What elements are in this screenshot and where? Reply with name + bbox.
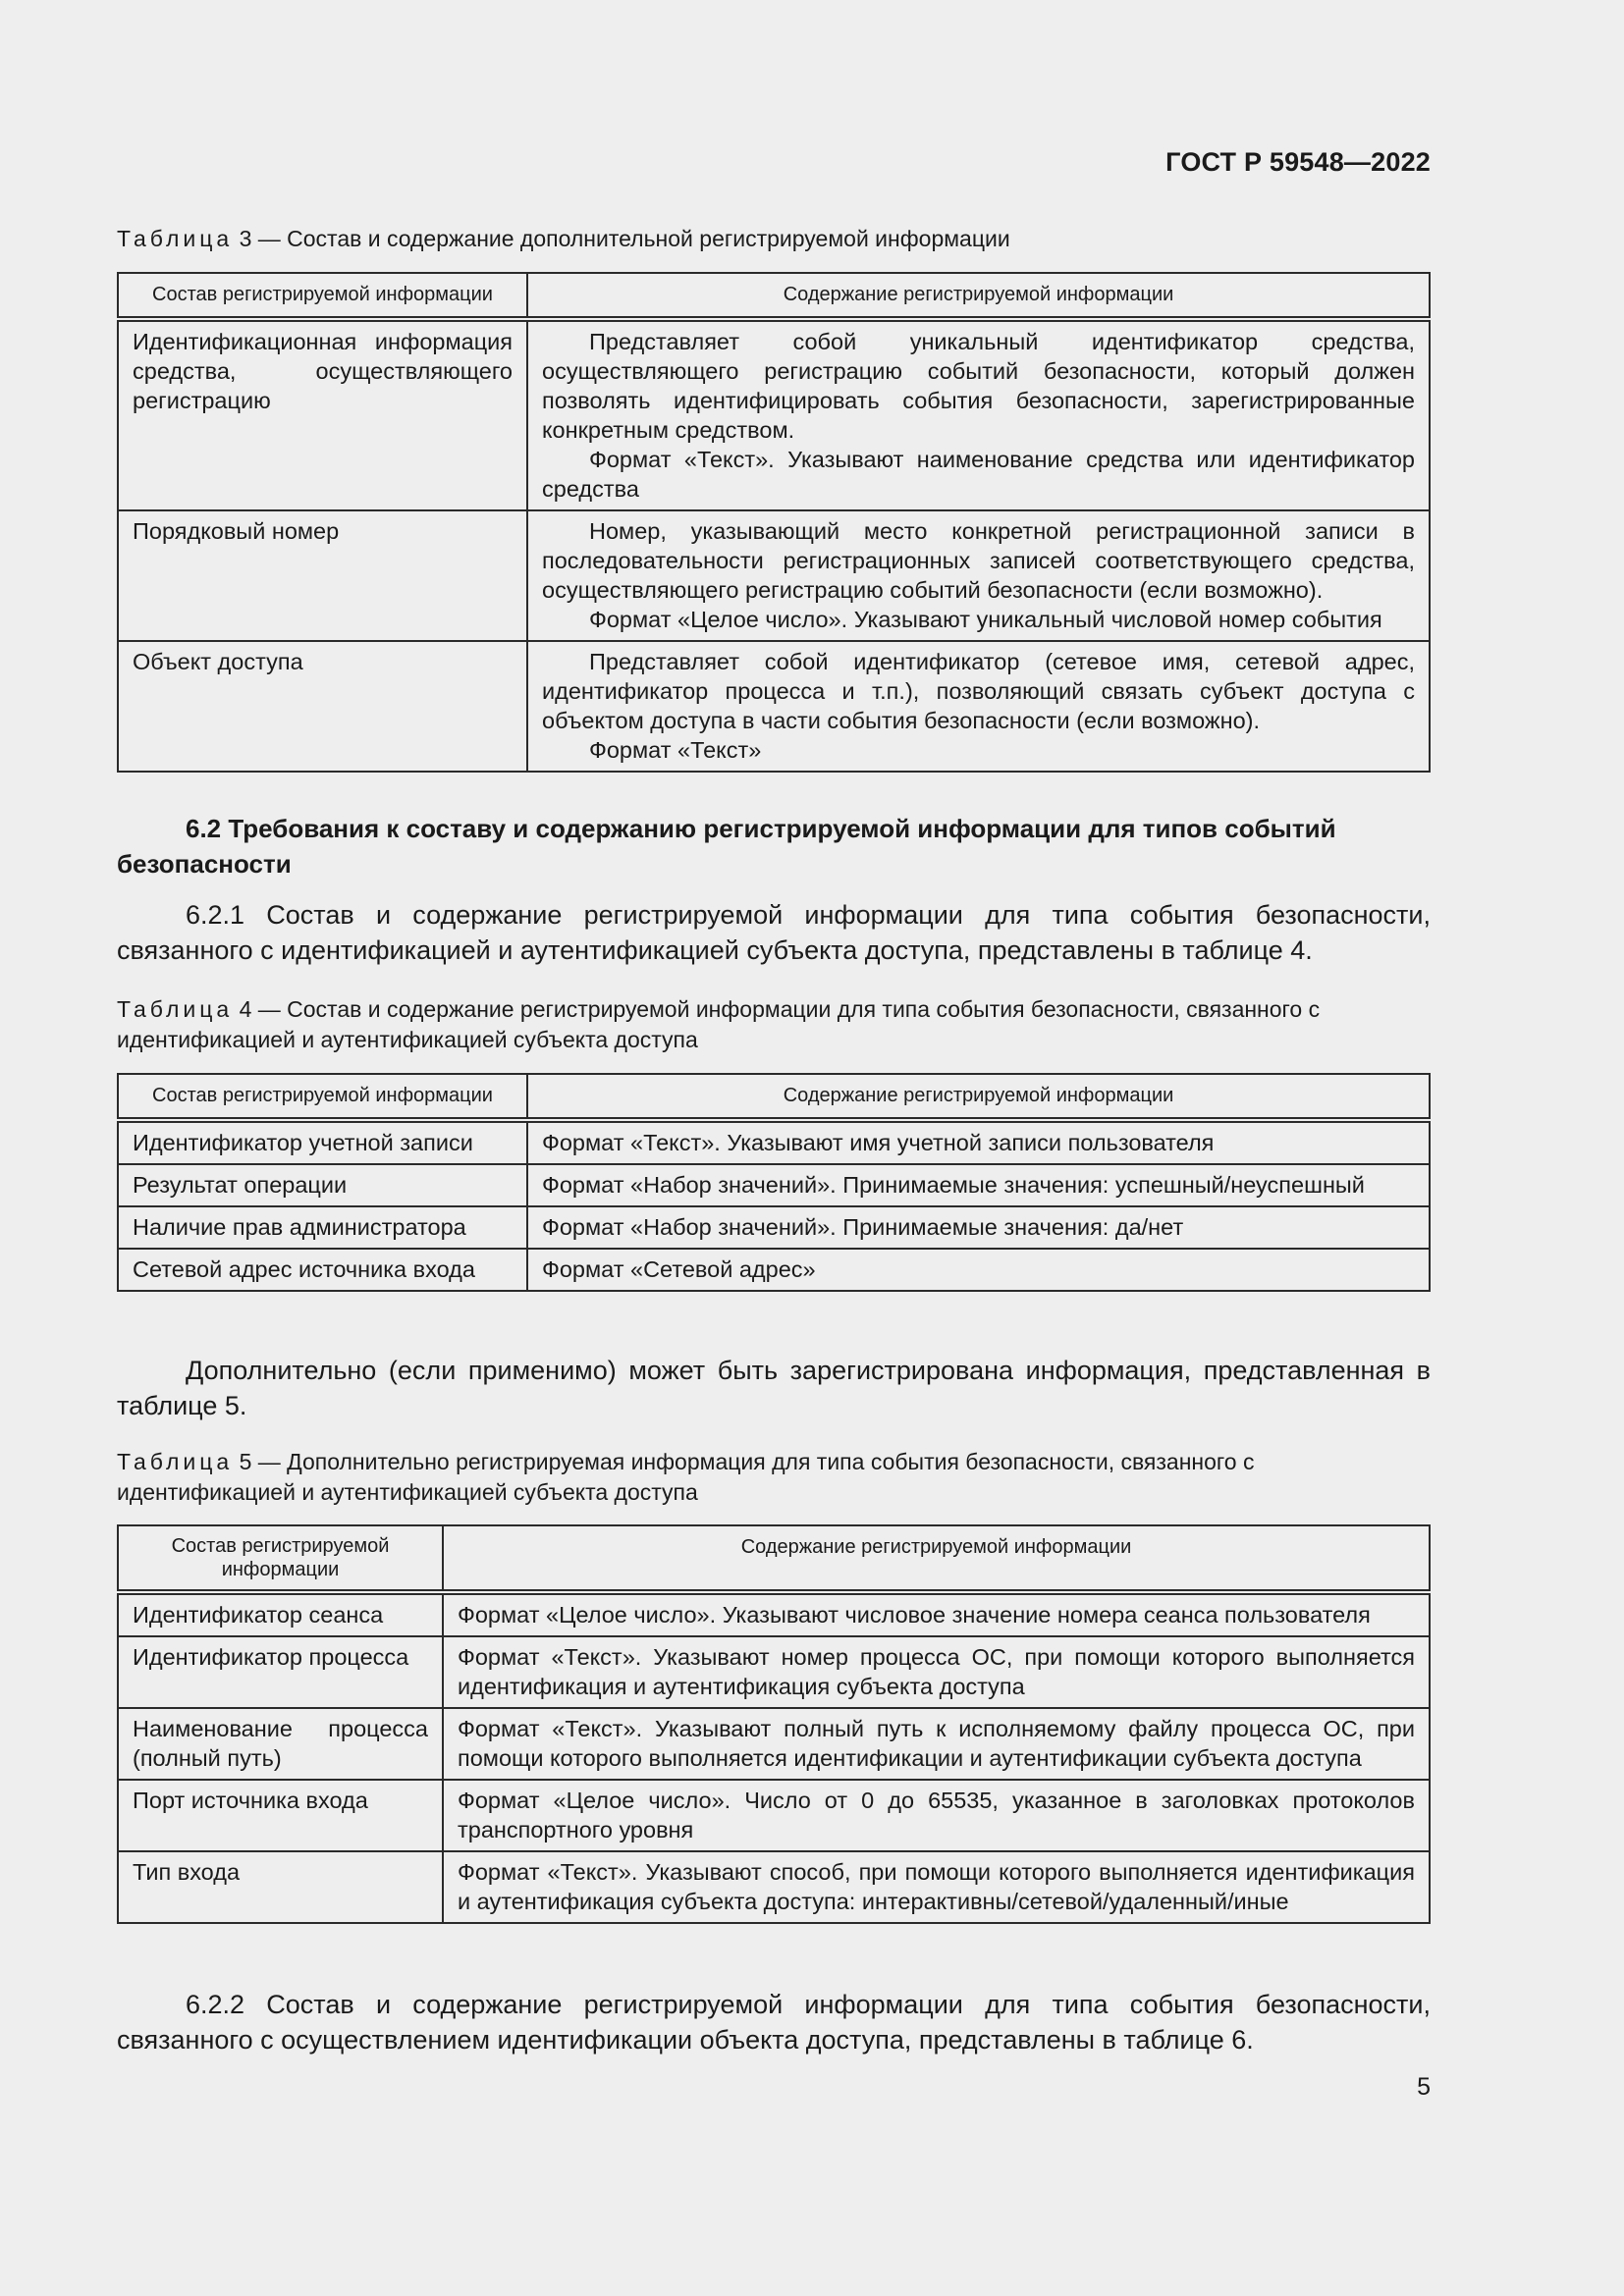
table-row bbox=[118, 1592, 1430, 1636]
table-row bbox=[118, 510, 1430, 641]
table-cell-name: Тип входа bbox=[118, 1851, 443, 1923]
table-row bbox=[118, 1206, 1430, 1249]
cell-paragraph: Представляет собой уникальный идентификатор средства, осуществляющего регистрацию событий безопасности, который должен позволять идентифицировать события безопасности, зарегистрированные конкретным средством. bbox=[542, 329, 1415, 443]
paragraph-6-2-2: 6.2.2 Состав и содержание регистрируемой информации для типа события безопасности, связанного с осуществлением идентификации объекта доступа, представлены в таблице 6. bbox=[117, 1990, 1431, 2055]
table-cell-content: Формат «Текст». Указывают имя учетной записи пользователя bbox=[527, 1120, 1430, 1164]
table5-caption bbox=[117, 1447, 1431, 1508]
table-cell-name: Результат операции bbox=[118, 1164, 527, 1206]
table-cell-name: Наименование процесса (полный путь) bbox=[118, 1708, 443, 1780]
table5-caption-label: Таблица bbox=[117, 1449, 234, 1474]
page-number: 5 bbox=[1417, 2073, 1431, 2101]
table4-caption-text: 4 — Состав и содержание регистрируемой информации для типа события безопасности, связанного с идентификацией и аутентификацией субъекта доступа bbox=[117, 996, 1321, 1052]
table-cell-content: Формат «Набор значений». Принимаемые значения: да/нет bbox=[527, 1206, 1430, 1249]
cell-paragraph: Формат «Текст» bbox=[589, 737, 762, 763]
table-cell-content: Формат «Текст». Указывают способ, при помощи которого выполняется идентификация и аутентификация субъекта доступа: интерактивны/сетевой/удаленный/иные bbox=[443, 1851, 1430, 1923]
table-cell-name: Объект доступа bbox=[118, 641, 527, 772]
table3-caption-text: 3 — Состав и содержание дополнительной регистрируемой информации bbox=[233, 226, 1010, 251]
table4-col1-header: Состав регистрируемой информации bbox=[118, 1074, 527, 1120]
table-header-row bbox=[118, 1525, 1430, 1592]
table-header-row bbox=[118, 1074, 1430, 1120]
table-row bbox=[118, 1708, 1430, 1780]
table-cell-name: Идентификатор сеанса bbox=[118, 1592, 443, 1636]
table5-col1-header: Состав регистрируемой информации bbox=[118, 1525, 443, 1592]
table-row bbox=[118, 1120, 1430, 1164]
table-row bbox=[118, 1164, 1430, 1206]
table3-col2-header: Содержание регистрируемой информации bbox=[527, 273, 1430, 319]
table-cell-name: Сетевой адрес источника входа bbox=[118, 1249, 527, 1291]
table-cell-content: Формат «Текст». Указывают полный путь к исполняемому файлу процесса ОС, при помощи которого выполняется идентификации и аутентификации субъекта доступа bbox=[443, 1708, 1430, 1780]
document-id: ГОСТ Р 59548—2022 bbox=[1165, 147, 1431, 177]
table-row bbox=[118, 1636, 1430, 1708]
table-header-row bbox=[118, 273, 1430, 319]
section-heading: 6.2 Требования к составу и содержанию регистрируемой информации для типов событий безопасности bbox=[117, 814, 1336, 879]
table3-caption-label: Таблица bbox=[117, 226, 234, 251]
table-cell-name: Идентификационная информация средства, осуществляющего регистрацию bbox=[118, 319, 527, 510]
table-row bbox=[118, 319, 1430, 510]
table5-caption-text: 5 — Дополнительно регистрируемая информация для типа события безопасности, связанного с идентификацией и аутентификацией субъекта доступа bbox=[117, 1449, 1255, 1505]
table4-caption-label: Таблица bbox=[117, 996, 234, 1022]
table-cell-name: Порядковый номер bbox=[118, 510, 527, 641]
paragraph-6-2-1: 6.2.1 Состав и содержание регистрируемой информации для типа события безопасности, связанного с идентификацией и аутентификацией субъекта доступа, представлены в таблице 4. bbox=[117, 900, 1431, 965]
table-cell-content bbox=[527, 510, 1430, 641]
cell-paragraph: Формат «Целое число». Указывают уникальный числовой номер события bbox=[589, 607, 1382, 632]
table-cell-content: Формат «Сетевой адрес» bbox=[527, 1249, 1430, 1291]
cell-paragraph: Формат «Текст». Указывают наименование средства или идентификатор средства bbox=[542, 447, 1415, 502]
cell-paragraph: Представляет собой идентификатор (сетевое имя, сетевой адрес, идентификатор процесса и т.п.), позволяющий связать субъект доступа с объектом доступа в части события безопасности (если возможно). bbox=[542, 649, 1415, 733]
table-row bbox=[118, 1249, 1430, 1291]
table3-col1-header: Состав регистрируемой информации bbox=[118, 273, 527, 319]
cell-paragraph: Номер, указывающий место конкретной регистрационной записи в последовательности регистрационных записей соответствующего средства, осуществляющего регистрацию событий безопасности (если возможно). bbox=[542, 518, 1415, 603]
table4 bbox=[117, 1073, 1431, 1292]
table5-col2-header: Содержание регистрируемой информации bbox=[443, 1525, 1430, 1592]
table-cell-content: Формат «Целое число». Число от 0 до 65535, указанное в заголовках протоколов транспортного уровня bbox=[443, 1780, 1430, 1851]
table-cell-content bbox=[527, 319, 1430, 510]
table-cell-content bbox=[527, 641, 1430, 772]
table-row bbox=[118, 1780, 1430, 1851]
table3-caption bbox=[117, 224, 1431, 254]
table-cell-name: Идентификатор процесса bbox=[118, 1636, 443, 1708]
table3 bbox=[117, 272, 1431, 773]
table4-caption bbox=[117, 994, 1431, 1055]
table-row bbox=[118, 641, 1430, 772]
table4-col2-header: Содержание регистрируемой информации bbox=[527, 1074, 1430, 1120]
table-cell-name: Наличие прав администратора bbox=[118, 1206, 527, 1249]
table-cell-name: Идентификатор учетной записи bbox=[118, 1120, 527, 1164]
table5 bbox=[117, 1524, 1431, 1924]
paragraph-additional: Дополнительно (если применимо) может быть зарегистрирована информация, представленная в таблице 5. bbox=[117, 1356, 1431, 1420]
table-cell-content: Формат «Набор значений». Принимаемые значения: успешный/неуспешный bbox=[527, 1164, 1430, 1206]
table-row bbox=[118, 1851, 1430, 1923]
table-cell-content: Формат «Целое число». Указывают числовое значение номера сеанса пользователя bbox=[443, 1592, 1430, 1636]
table-cell-content: Формат «Текст». Указывают номер процесса ОС, при помощи которого выполняется идентификация и аутентификация субъекта доступа bbox=[443, 1636, 1430, 1708]
table-cell-name: Порт источника входа bbox=[118, 1780, 443, 1851]
